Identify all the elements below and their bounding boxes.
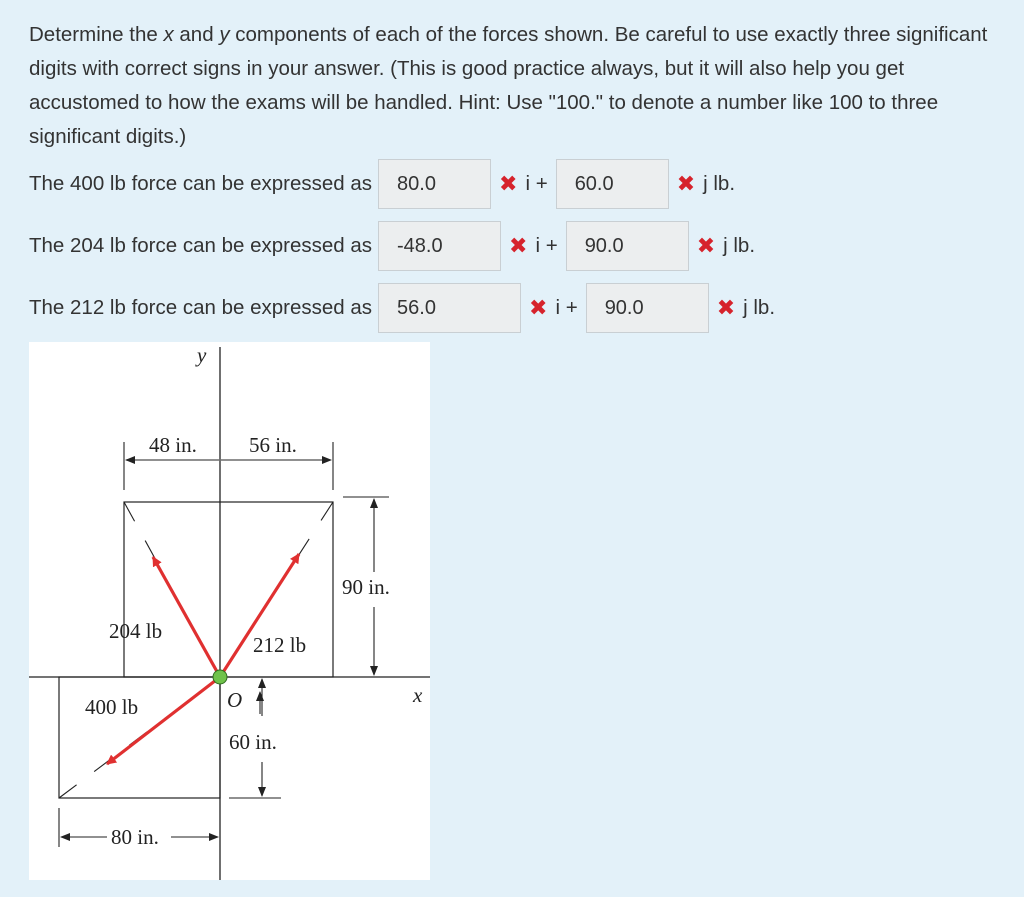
force-arrow-400 xyxy=(107,677,220,764)
dim-56-label: 56 in. xyxy=(249,433,297,457)
i-unit-label: i + xyxy=(525,172,548,195)
row-label: The 204 lb force can be expressed as xyxy=(29,234,373,257)
force-diagram-svg xyxy=(29,342,430,880)
answer-row-204 xyxy=(29,220,763,272)
origin-point xyxy=(213,670,227,684)
i-unit-label: i + xyxy=(555,296,578,319)
incorrect-icon: ✖ xyxy=(499,171,518,197)
x-axis-label: x xyxy=(413,683,423,707)
force-212-label: 212 lb xyxy=(253,633,307,657)
question-part2: and xyxy=(173,23,220,46)
x-component-input-204[interactable]: -48.0 xyxy=(378,221,501,271)
y-component-input-212[interactable]: 90.0 xyxy=(586,283,709,333)
force-400-label: 400 lb xyxy=(85,695,139,719)
row-label: The 212 lb force can be expressed as xyxy=(29,296,373,319)
question-part1: Determine the xyxy=(29,23,164,46)
dim-60-label: 60 in. xyxy=(229,730,277,754)
answer-row-212 xyxy=(29,282,783,334)
dim-90-label: 90 in. xyxy=(342,575,390,599)
incorrect-icon: ✖ xyxy=(509,233,528,259)
x-component-input-212[interactable]: 56.0 xyxy=(378,283,521,333)
y-component-input-400[interactable]: 60.0 xyxy=(556,159,669,209)
force-diagram xyxy=(29,342,430,880)
y-axis-label: y xyxy=(197,343,207,367)
force-arrow-204 xyxy=(153,557,220,677)
i-unit-label: i + xyxy=(535,234,558,257)
j-unit-label: j lb. xyxy=(743,296,776,319)
incorrect-icon: ✖ xyxy=(696,233,716,259)
question-x-var: x xyxy=(163,23,174,46)
incorrect-icon: ✖ xyxy=(676,171,696,197)
y-component-input-204[interactable]: 90.0 xyxy=(566,221,689,271)
incorrect-icon: ✖ xyxy=(716,295,736,321)
incorrect-icon: ✖ xyxy=(529,295,548,321)
force-204-label: 204 lb xyxy=(109,619,163,643)
origin-label: O xyxy=(227,688,243,712)
j-unit-label: j lb. xyxy=(723,234,756,257)
question-part3: components of each of the forces shown. Be careful to use exactly three significant digits with correct signs in your answer. (This is good practice always, but it will also help you get accustomed to how the exams will be handled. Hint: Use "100." to denote a number like 100 to three significant digits.) xyxy=(29,23,988,148)
answer-row-400 xyxy=(29,158,743,210)
question-y-var: y xyxy=(219,23,230,46)
question-text xyxy=(29,18,989,154)
dim-48-label: 48 in. xyxy=(149,433,197,457)
x-component-input-400[interactable]: 80.0 xyxy=(378,159,491,209)
force-arrow-212 xyxy=(220,554,299,677)
j-unit-label: j lb. xyxy=(703,172,736,195)
row-label: The 400 lb force can be expressed as xyxy=(29,172,373,195)
dim-80-label: 80 in. xyxy=(111,825,159,849)
